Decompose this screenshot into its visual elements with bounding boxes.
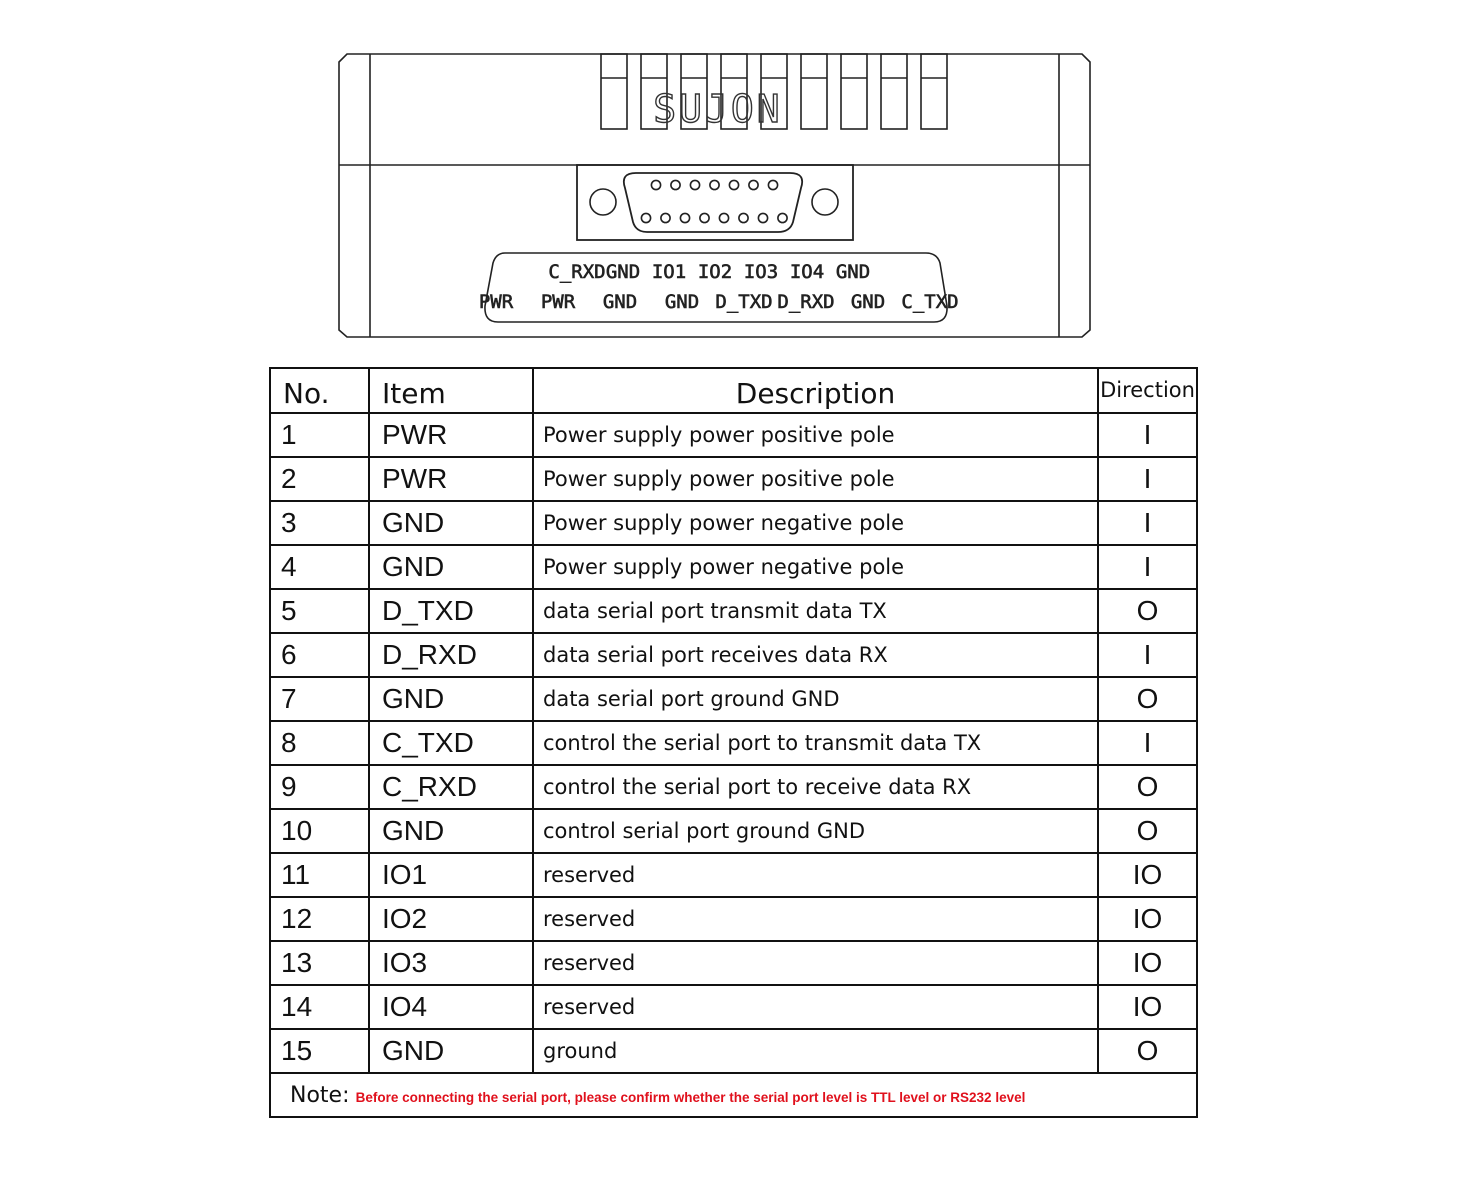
cell-item: D_TXD: [369, 589, 533, 633]
cell-direction: O: [1098, 677, 1197, 721]
cell-direction: IO: [1098, 897, 1197, 941]
db15-pin: [719, 213, 728, 222]
connector-top-labels: [548, 261, 870, 283]
cell-direction: O: [1098, 1029, 1197, 1073]
header-item: Item: [369, 368, 533, 413]
cell-description: data serial port receives data RX: [533, 633, 1098, 677]
cell-item: PWR: [369, 457, 533, 501]
cell-direction: I: [1098, 633, 1197, 677]
table-row: [270, 765, 1197, 809]
switch-fin: [601, 54, 627, 129]
cell-description: ground: [533, 1029, 1098, 1073]
cell-item: D_RXD: [369, 633, 533, 677]
switch-fin: [921, 54, 947, 129]
cell-no: 5: [270, 589, 369, 633]
table-row: [270, 457, 1197, 501]
connector-pin-label: IO2: [697, 261, 733, 283]
db15-pin: [749, 180, 758, 189]
cell-item: GND: [369, 677, 533, 721]
switch-fin: [801, 54, 827, 129]
cell-direction: IO: [1098, 941, 1197, 985]
connector-pin-label: C_RXD: [548, 261, 606, 283]
cell-no: 12: [270, 897, 369, 941]
db15-pin: [758, 213, 767, 222]
note-row: [270, 1073, 1197, 1117]
note-cell: [270, 1073, 1197, 1117]
db15-pin: [690, 180, 699, 189]
table-row: [270, 809, 1197, 853]
table-row: [270, 501, 1197, 545]
note-label: Note:: [290, 1083, 350, 1108]
cell-no: 3: [270, 501, 369, 545]
cell-item: GND: [369, 501, 533, 545]
cell-description: reserved: [533, 985, 1098, 1029]
connector-bottom-labels: [479, 291, 959, 313]
connector-pin-label: D_TXD: [715, 291, 773, 313]
cell-item: C_TXD: [369, 721, 533, 765]
cell-no: 6: [270, 633, 369, 677]
cell-description: reserved: [533, 853, 1098, 897]
pinout-table: [269, 367, 1198, 1118]
table-row: [270, 897, 1197, 941]
db15-pin: [671, 180, 680, 189]
cell-no: 14: [270, 985, 369, 1029]
table-row: [270, 985, 1197, 1029]
table-header-row: [270, 368, 1197, 413]
header-no: No.: [270, 368, 369, 413]
cell-item: IO2: [369, 897, 533, 941]
cell-description: data serial port ground GND: [533, 677, 1098, 721]
cell-description: control the serial port to transmit data TX: [533, 721, 1098, 765]
cell-item: GND: [369, 545, 533, 589]
db15-pin: [661, 213, 670, 222]
cell-description: Power supply power positive pole: [533, 413, 1098, 457]
db15-pins: [641, 180, 787, 222]
db15-pin: [651, 180, 660, 189]
connector-pin-label: PWR: [478, 291, 514, 313]
cell-no: 8: [270, 721, 369, 765]
cell-description: control the serial port to receive data RX: [533, 765, 1098, 809]
cell-description: Power supply power positive pole: [533, 457, 1098, 501]
cell-direction: I: [1098, 501, 1197, 545]
connector-pin-label: PWR: [540, 291, 576, 313]
cell-direction: I: [1098, 413, 1197, 457]
db15-pin: [778, 213, 787, 222]
connector-pin-label: GND: [835, 261, 871, 283]
cell-no: 15: [270, 1029, 369, 1073]
table-row: [270, 545, 1197, 589]
cell-no: 1: [270, 413, 369, 457]
connector-pin-label: IO3: [743, 261, 779, 283]
connector-pin-label: IO4: [789, 261, 825, 283]
cell-direction: IO: [1098, 853, 1197, 897]
db15-pin: [768, 180, 777, 189]
connector-pin-label: IO1: [651, 261, 687, 283]
connector-pin-label: D_RXD: [777, 291, 835, 313]
table-row: [270, 721, 1197, 765]
cell-direction: O: [1098, 809, 1197, 853]
cell-no: 2: [270, 457, 369, 501]
db15-pin: [641, 213, 650, 222]
db15-pin: [680, 213, 689, 222]
cell-no: 9: [270, 765, 369, 809]
connector-pin-label: C_TXD: [901, 291, 959, 313]
cell-description: Power supply power negative pole: [533, 545, 1098, 589]
header-description: Description: [533, 368, 1098, 413]
cell-item: GND: [369, 809, 533, 853]
cell-description: control serial port ground GND: [533, 809, 1098, 853]
connector-pin-label: GND: [664, 291, 700, 313]
cell-item: GND: [369, 1029, 533, 1073]
cell-description: reserved: [533, 897, 1098, 941]
cell-no: 7: [270, 677, 369, 721]
cell-description: Power supply power negative pole: [533, 501, 1098, 545]
cell-direction: O: [1098, 765, 1197, 809]
device-front-panel-drawing: [335, 48, 1095, 340]
cell-direction: I: [1098, 721, 1197, 765]
header-direction: Direction: [1098, 368, 1197, 413]
table-row: [270, 677, 1197, 721]
table-row: [270, 1029, 1197, 1073]
connector-pin-label: GND: [602, 291, 638, 313]
cell-direction: I: [1098, 545, 1197, 589]
cell-item: IO1: [369, 853, 533, 897]
cell-direction: I: [1098, 457, 1197, 501]
cell-item: PWR: [369, 413, 533, 457]
table-row: [270, 413, 1197, 457]
table-row: [270, 589, 1197, 633]
brand-logo-text: SUJON: [653, 87, 783, 131]
cell-no: 10: [270, 809, 369, 853]
cell-no: 11: [270, 853, 369, 897]
cell-description: data serial port transmit data TX: [533, 589, 1098, 633]
switch-fin: [881, 54, 907, 129]
db15-pin: [739, 213, 748, 222]
connector-pin-label: GND: [850, 291, 886, 313]
cell-item: IO4: [369, 985, 533, 1029]
cell-direction: IO: [1098, 985, 1197, 1029]
cell-item: C_RXD: [369, 765, 533, 809]
connector-pin-label: GND: [605, 261, 641, 283]
table-row: [270, 941, 1197, 985]
cell-no: 4: [270, 545, 369, 589]
cell-description: reserved: [533, 941, 1098, 985]
note-text: Before connecting the serial port, please confirm whether the serial port level is TTL level or RS232 level: [355, 1090, 1026, 1105]
cell-direction: O: [1098, 589, 1197, 633]
db15-pin: [729, 180, 738, 189]
cell-no: 13: [270, 941, 369, 985]
switch-fin: [841, 54, 867, 129]
db15-pin: [710, 180, 719, 189]
table-row: [270, 853, 1197, 897]
cell-item: IO3: [369, 941, 533, 985]
db15-pin: [700, 213, 709, 222]
table-row: [270, 633, 1197, 677]
